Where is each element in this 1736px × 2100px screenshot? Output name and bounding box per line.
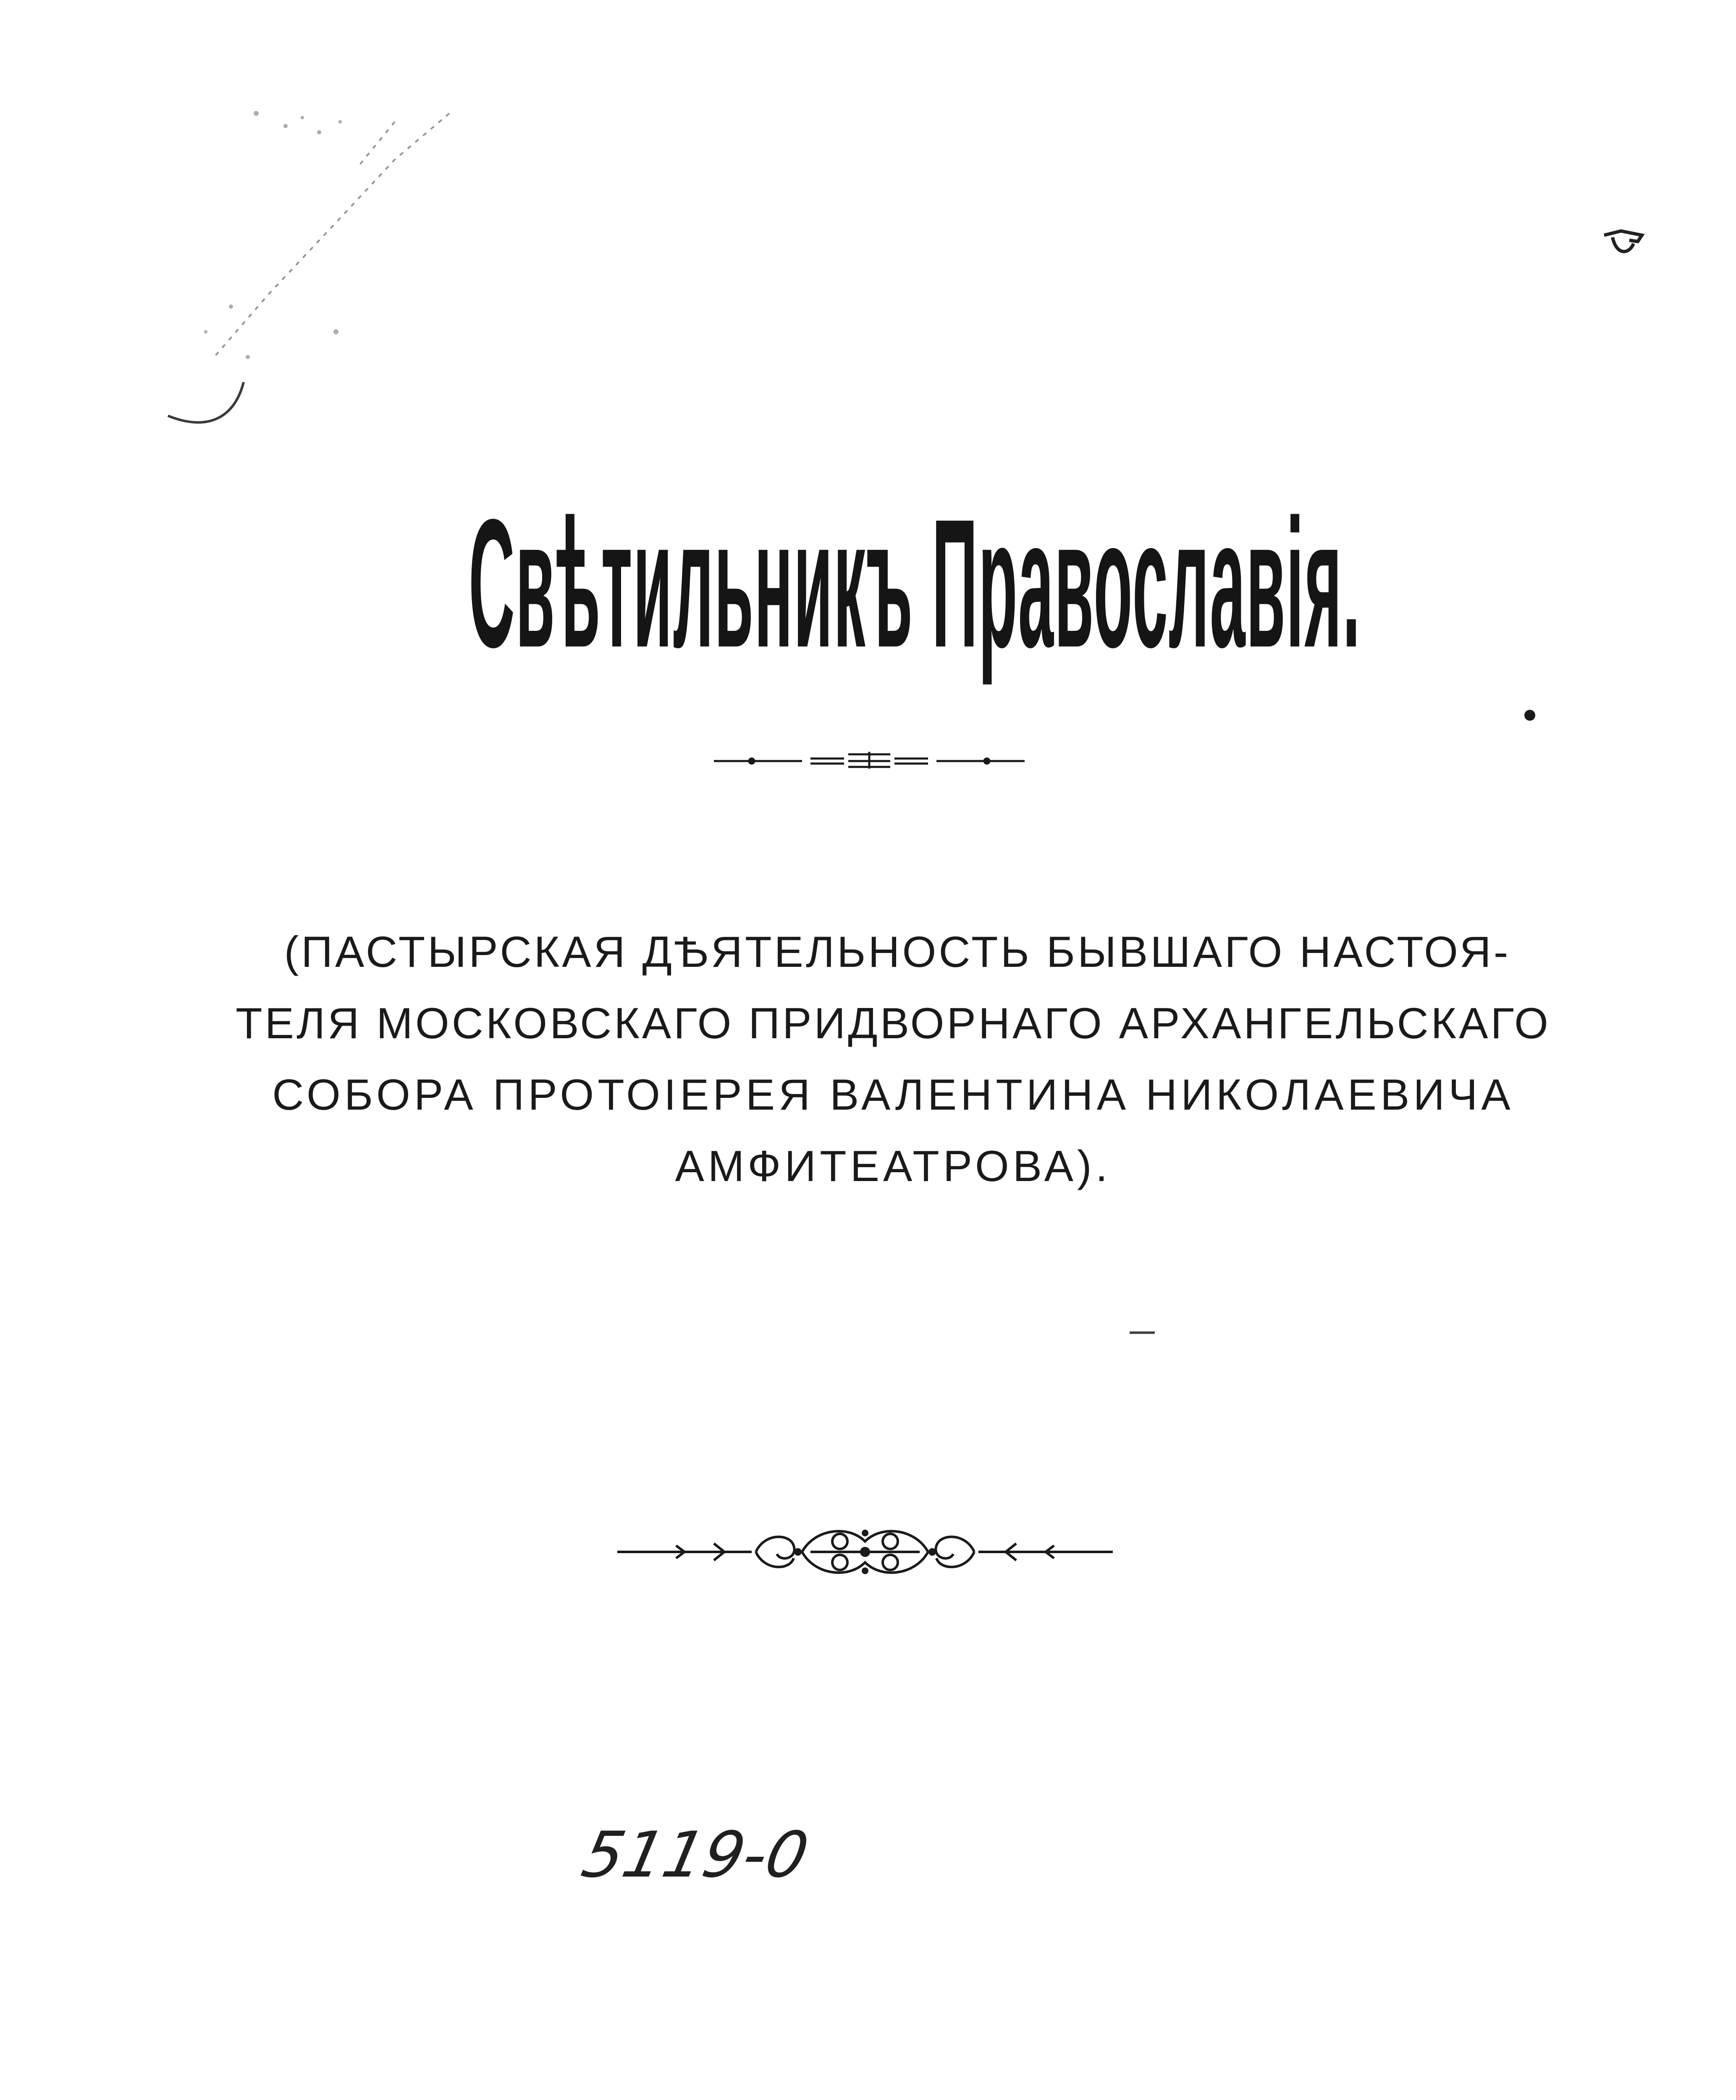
subtitle-line-3: СОБОРА ПРОТОІЕРЕЯ ВАЛЕНТИНА НИКОЛАЕВИЧА [272, 1071, 1514, 1119]
corner-mark [1596, 218, 1655, 260]
subtitle-line-2: ТЕЛЯ МОСКОВСКАГО ПРИДВОРНАГО АРХАНГЕЛЬСКАГО [236, 999, 1551, 1048]
flourish-ornament [613, 1520, 1117, 1583]
stray-dash [1130, 1331, 1155, 1334]
book-title: Свѣтильникъ Православія. [469, 480, 1361, 685]
handwritten-shelf-mark: 5119-0 [576, 1819, 815, 1892]
subtitle-line-1: (ПАСТЫРСКАЯ ДѢЯТЕЛЬНОСТЬ БЫВШАГО НАСТОЯ- [284, 928, 1511, 976]
subtitle-line-4: АМФИТЕАТРОВА). [675, 1142, 1112, 1191]
title-rule-ornament [710, 752, 1029, 769]
ink-speck [1524, 710, 1535, 721]
pencil-marks [160, 97, 462, 441]
